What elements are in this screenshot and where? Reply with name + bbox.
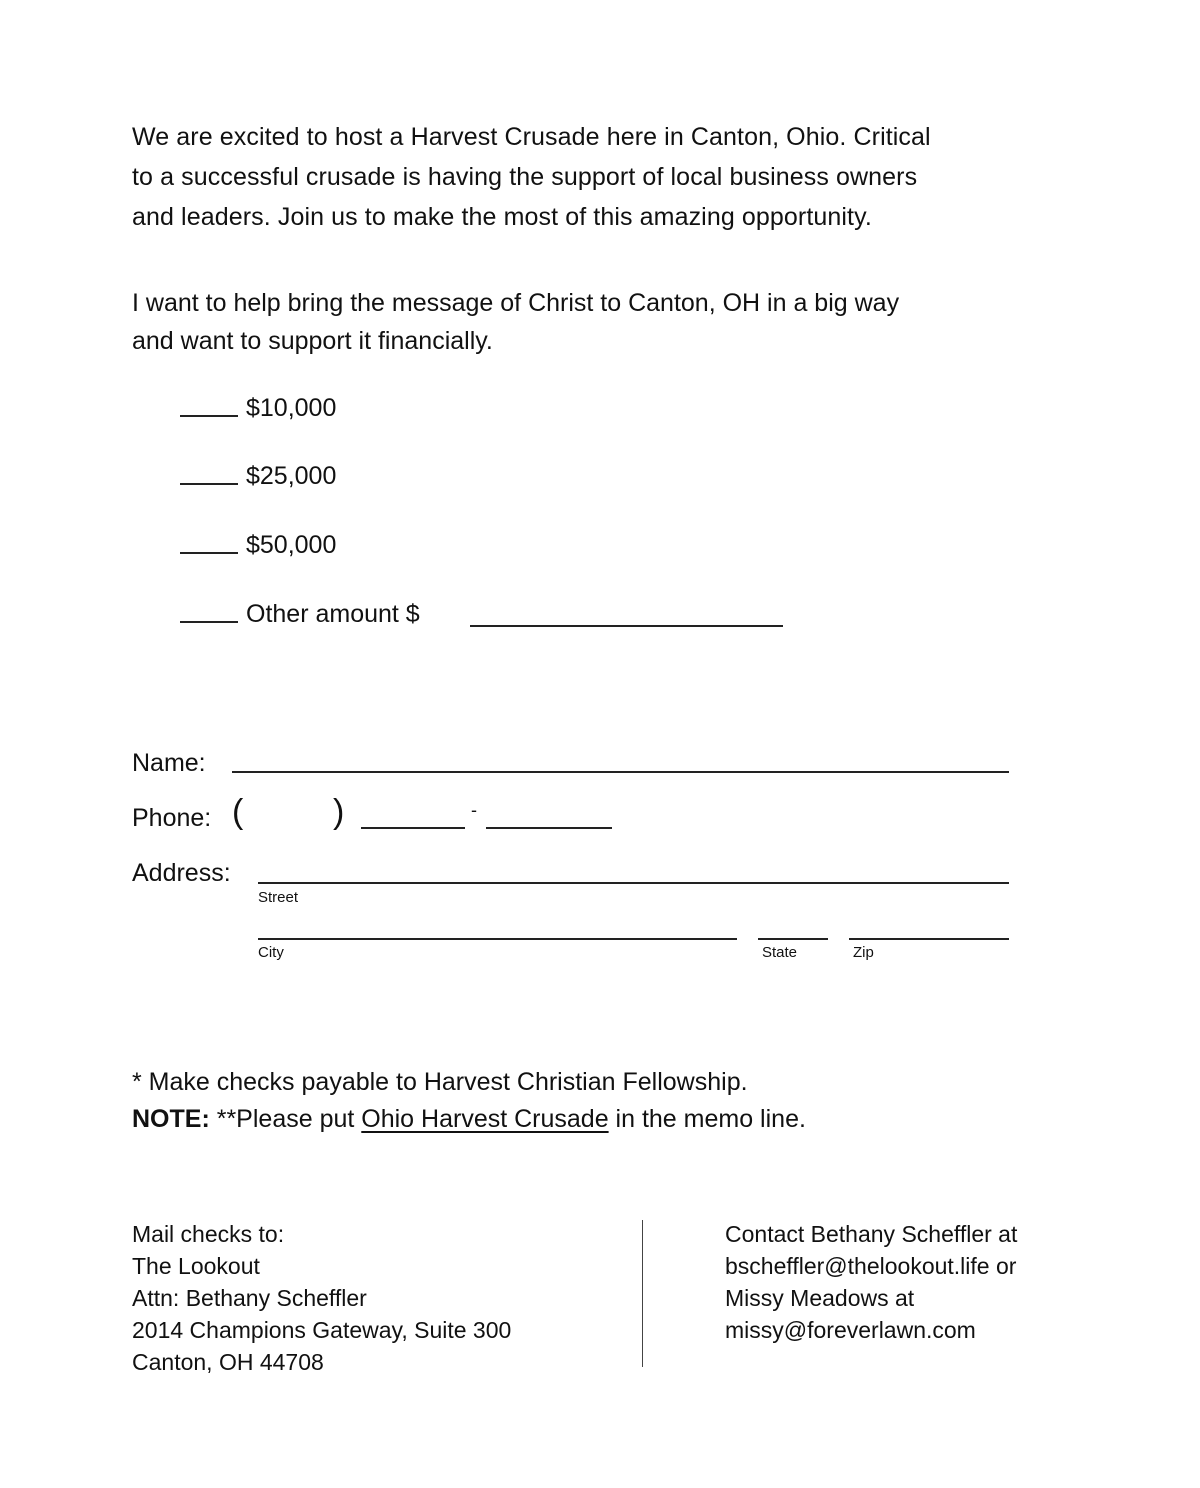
street-caption: Street [258, 889, 299, 906]
mail-address-block [132, 1218, 511, 1378]
zip-caption: Zip [853, 944, 874, 961]
contact-block [725, 1218, 1017, 1346]
option-10000[interactable] [180, 392, 336, 422]
option-label: $50,000 [246, 531, 337, 559]
phone-open-paren: ( [232, 793, 244, 831]
phone-dash: - [471, 800, 477, 820]
option-label: $25,000 [246, 462, 337, 490]
street-field[interactable] [258, 882, 1009, 884]
state-caption: State [762, 944, 798, 961]
phone-label: Phone: [132, 804, 212, 832]
option-other-amount[interactable] [180, 598, 420, 628]
pledge-statement [132, 284, 899, 360]
mail-line: Canton, OH 44708 [132, 1349, 324, 1375]
option-25000[interactable] [180, 460, 336, 490]
name-field[interactable] [232, 771, 1009, 773]
mail-line: 2014 Champions Gateway, Suite 300 [132, 1317, 512, 1343]
memo-note [132, 1101, 806, 1138]
address-label: Address: [132, 859, 231, 887]
intro-paragraph [132, 117, 931, 237]
note-text-post: in the memo line. [608, 1105, 806, 1133]
intro-line: and leaders. Join us to make the most of this amazing opportunity. [132, 203, 872, 231]
pledge-line: I want to help bring the message of Christ to Canton, OH in a big way [132, 289, 900, 317]
option-checkbox-blank[interactable] [180, 483, 238, 485]
option-checkbox-blank[interactable] [180, 621, 238, 623]
mail-line: Attn: Bethany Scheffler [132, 1285, 367, 1311]
phone-prefix-field[interactable] [361, 827, 465, 829]
state-field[interactable] [758, 938, 828, 940]
contact-line: missy@foreverlawn.com [725, 1317, 976, 1343]
memo-text-underlined: Ohio Harvest Crusade [361, 1105, 609, 1133]
option-label: Other amount $ [246, 600, 420, 628]
note-label: NOTE: [132, 1105, 210, 1133]
option-label: $10,000 [246, 394, 337, 422]
note-text-pre: **Please put [209, 1105, 362, 1133]
city-field[interactable] [258, 938, 737, 940]
option-checkbox-blank[interactable] [180, 552, 238, 554]
city-caption: City [258, 944, 284, 961]
zip-field[interactable] [849, 938, 1009, 940]
intro-line: to a successful crusade is having the support of local business owners [132, 163, 918, 191]
name-label: Name: [132, 749, 206, 777]
mail-line: Mail checks to: [132, 1221, 285, 1247]
contact-line: bscheffler@thelookout.life or [725, 1253, 1017, 1279]
option-50000[interactable] [180, 529, 336, 559]
pledge-line: and want to support it financially. [132, 327, 493, 355]
vertical-divider [642, 1220, 643, 1367]
mail-line: The Lookout [132, 1253, 260, 1279]
other-amount-field[interactable] [470, 625, 783, 627]
contact-line: Contact Bethany Scheffler at [725, 1221, 1018, 1247]
contact-line: Missy Meadows at [725, 1285, 915, 1311]
option-checkbox-blank[interactable] [180, 415, 238, 417]
phone-area-code-field[interactable] [250, 800, 330, 830]
phone-line-field[interactable] [486, 827, 612, 829]
intro-line: We are excited to host a Harvest Crusade here in Canton, Ohio. Critical [132, 123, 931, 151]
payable-note: * Make checks payable to Harvest Christian Fellowship. [132, 1068, 748, 1096]
phone-close-paren: ) [333, 793, 345, 831]
